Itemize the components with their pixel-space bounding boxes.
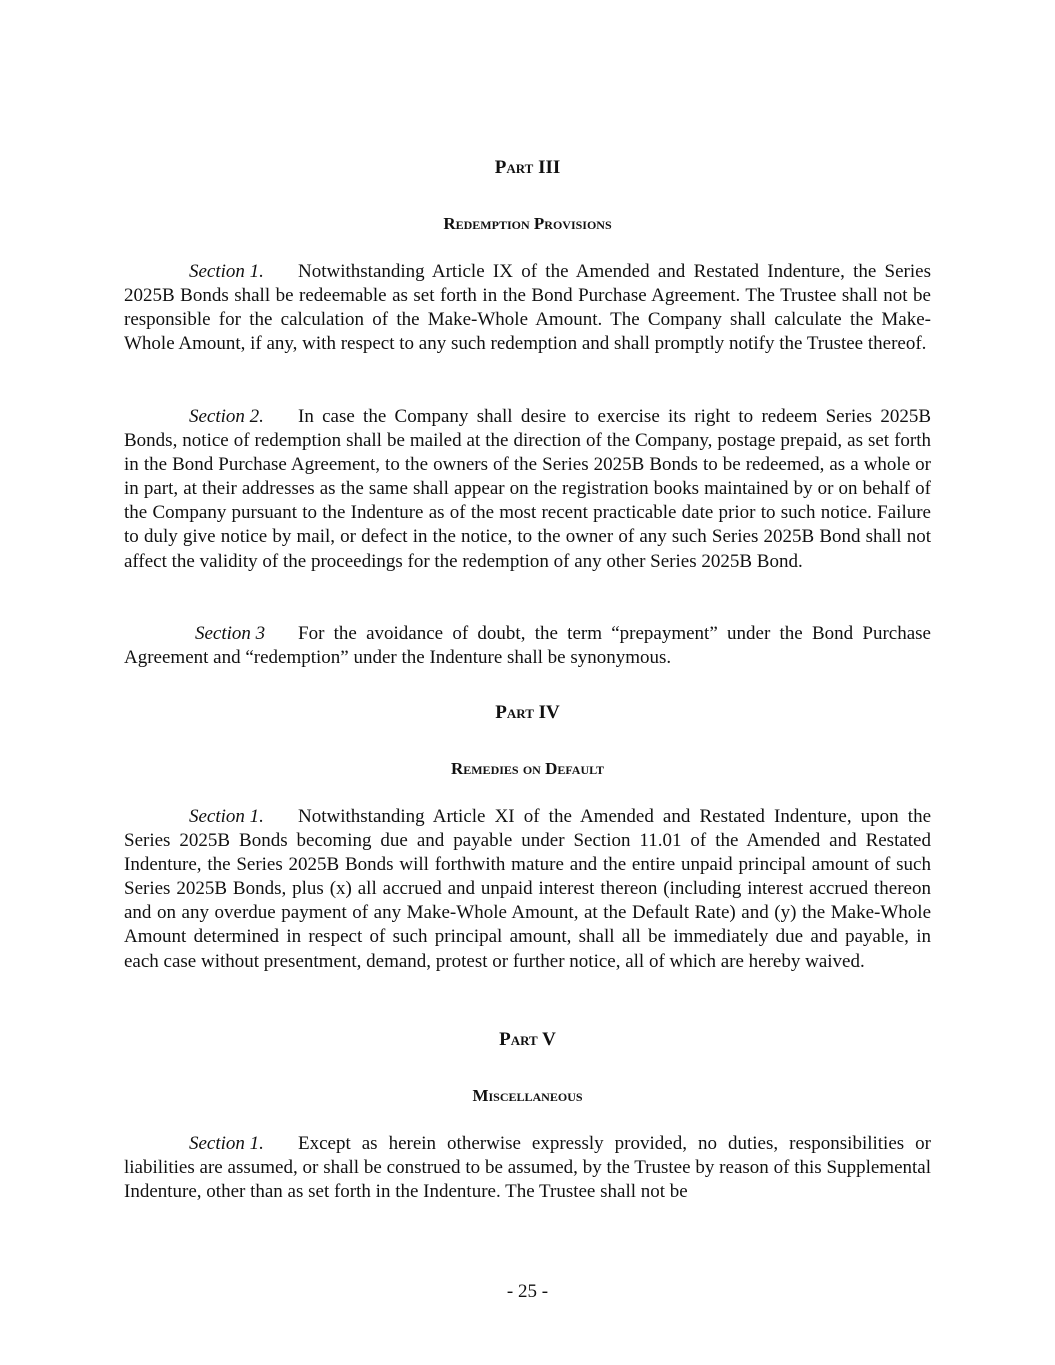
section-text: In case the Company shall desire to exercise its right to redeem Series 2025B Bonds, notice of redemption shall be mailed at the direction of the Company, postage prepaid, as set forth in the Bond Purchase Agreement, to the owners of the Series 2025B Bonds to be redeemed, as a whole or in part, at their addresses as the same shall appear on the registration books maintained by or on behalf of the Company pursuant to the Indenture as of the most recent practicable date prior to such notice. Failure to duly give notice by mail, or defect in the notice, to the owner of any such Series 2025B Bond shall not affect the validity of the proceedings for the redemption of any other Series 2025B Bond. bbox=[124, 406, 931, 572]
section-label: Section 1. bbox=[189, 261, 264, 282]
section-text: Notwithstanding Article XI of the Amended and Restated Indenture, upon the Series 2025B Bonds becoming due and payable under Section 11.01 of the Amended and Restated Indenture, the Series 2025B Bonds will forthwith mature and the entire unpaid principal amount of such Series 2025B Bonds, plus (x) all accrued and unpaid interest thereon (including interest accrued thereon and on any overdue payment of any Make-Whole Amount, at the Default Rate) and (y) the Make-Whole Amount determined in respect of such principal amount, shall all be immediately due and payable, in each case without presentment, demand, protest or further notice, all of which are hereby waived. bbox=[124, 806, 931, 972]
part-iii-section-1 bbox=[124, 260, 931, 356]
part-v-heading: Part V bbox=[499, 1029, 556, 1050]
remedies-on-default-heading: Remedies on Default bbox=[450, 759, 605, 778]
miscellaneous-heading: Miscellaneous bbox=[472, 1086, 583, 1105]
section-label: Section 1. bbox=[189, 806, 264, 827]
section-label: Section 1. bbox=[189, 1133, 264, 1154]
section-text: For the avoidance of doubt, the term “prepayment” under the Bond Purchase Agreement and “redemption” under the Indenture shall be synonymous. bbox=[124, 623, 931, 669]
part-iii-section-2 bbox=[124, 405, 931, 574]
redemption-provisions-heading: Redemption Provisions bbox=[443, 214, 612, 233]
section-text: Except as herein otherwise expressly provided, no duties, responsibilities or liabilities are assumed, or shall be construed to be assumed, by the Trustee by reason of this Supplemental Indenture, other than as set forth in the Indenture. The Trustee shall not be bbox=[124, 1133, 931, 1203]
part-v-section-1 bbox=[124, 1132, 931, 1204]
section-text: Notwithstanding Article IX of the Amended and Restated Indenture, the Series 2025B Bonds shall be redeemable as set forth in the Bond Purchase Agreement. The Trustee shall not be responsible for the calculation of the Make-Whole Amount. The Company shall calculate the Make-Whole Amount, if any, with respect to any such redemption and shall promptly notify the Trustee thereof. bbox=[124, 261, 931, 355]
part-iii-heading: Part III bbox=[494, 157, 561, 178]
part-iv-section-1 bbox=[124, 805, 931, 974]
part-iii-section-3 bbox=[124, 622, 931, 670]
section-label: Section 3 bbox=[195, 623, 266, 644]
part-iv-heading: Part IV bbox=[495, 702, 560, 723]
page-number: - 25 - bbox=[506, 1281, 549, 1302]
section-label: Section 2. bbox=[189, 406, 264, 427]
